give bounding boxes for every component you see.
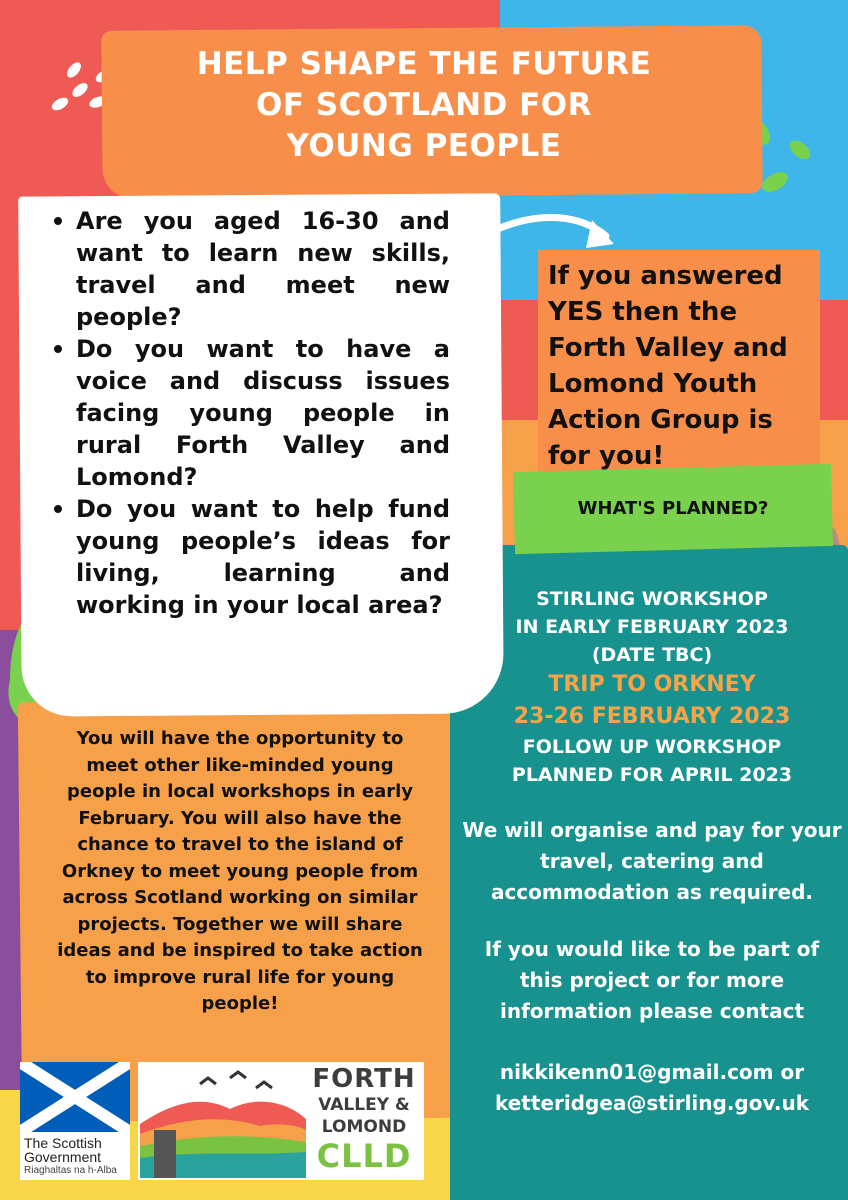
schedule-line: STIRLING WORKSHOP xyxy=(536,588,768,610)
fv-line: CLLD xyxy=(316,1137,412,1175)
scottish-government-logo xyxy=(20,1062,130,1180)
question-item: Do you want to have a voice and discuss issues facing young people in rural Forth Valley and Lomond? xyxy=(48,333,450,493)
schedule-line: PLANNED FOR APRIL 2023 xyxy=(511,764,793,786)
questions-list xyxy=(48,205,450,621)
contact-intro: If you would like to be part of this project or for more information please contact xyxy=(484,937,820,1023)
page-title xyxy=(150,44,698,167)
organise-text: We will organise and pay for your travel, catering and accommodation as required. xyxy=(462,818,842,904)
fv-line: FORTH xyxy=(312,1064,416,1094)
fv-line: LOMOND xyxy=(321,1117,407,1137)
schedule-highlight: TRIP TO ORKNEY xyxy=(548,672,756,697)
contact-emails xyxy=(462,1057,842,1119)
schedule-line: FOLLOW UP WORKSHOP xyxy=(522,736,782,758)
title-line: HELP SHAPE THE FUTURE xyxy=(196,46,652,82)
fv-wordmark xyxy=(308,1064,420,1174)
gov-line: The Scottish xyxy=(24,1135,102,1151)
forth-valley-logo xyxy=(138,1062,424,1180)
gov-wordmark xyxy=(24,1136,128,1178)
title-line: YOUNG PEOPLE xyxy=(286,128,562,164)
question-item: Are you aged 16-30 and want to learn new skills, travel and meet new people? xyxy=(48,205,450,333)
schedule-block xyxy=(462,585,842,1119)
email-link[interactable]: nikkikenn01@gmail.com or xyxy=(499,1060,805,1084)
question-item: Do you want to help fund young people’s ideas for living, learning and working in your local area? xyxy=(48,493,450,621)
saltire-icon xyxy=(20,1062,130,1132)
schedule-line: IN EARLY FEBRUARY 2023 xyxy=(515,616,789,638)
title-line: OF SCOTLAND FOR xyxy=(255,87,592,123)
landscape-icon xyxy=(140,1064,306,1178)
schedule-highlight: 23-26 FEBRUARY 2023 xyxy=(513,704,791,729)
email-link[interactable]: ketteridgea@stirling.gov.uk xyxy=(494,1091,810,1115)
gov-subline: Riaghaltas na h-Alba xyxy=(24,1165,117,1176)
gov-line: Government xyxy=(24,1149,102,1165)
planned-heading: WHAT'S PLANNED? xyxy=(577,498,769,519)
opportunity-text: You will have the opportunity to meet other like-minded young people in local workshops in early February. You will also have the chance to travel to the island of Orkney to meet young people from across Scotland working on similar projects. Together we will share ideas and be inspired to take action to improve rural life for young people! xyxy=(57,728,423,1014)
callout-text: If you answered YES then the Forth Valley and Lomond Youth Action Group is for you! xyxy=(548,261,788,471)
fv-line: VALLEY & xyxy=(318,1095,410,1115)
schedule-line: (DATE TBC) xyxy=(591,644,713,666)
saltire-flag-icon xyxy=(20,1062,130,1132)
